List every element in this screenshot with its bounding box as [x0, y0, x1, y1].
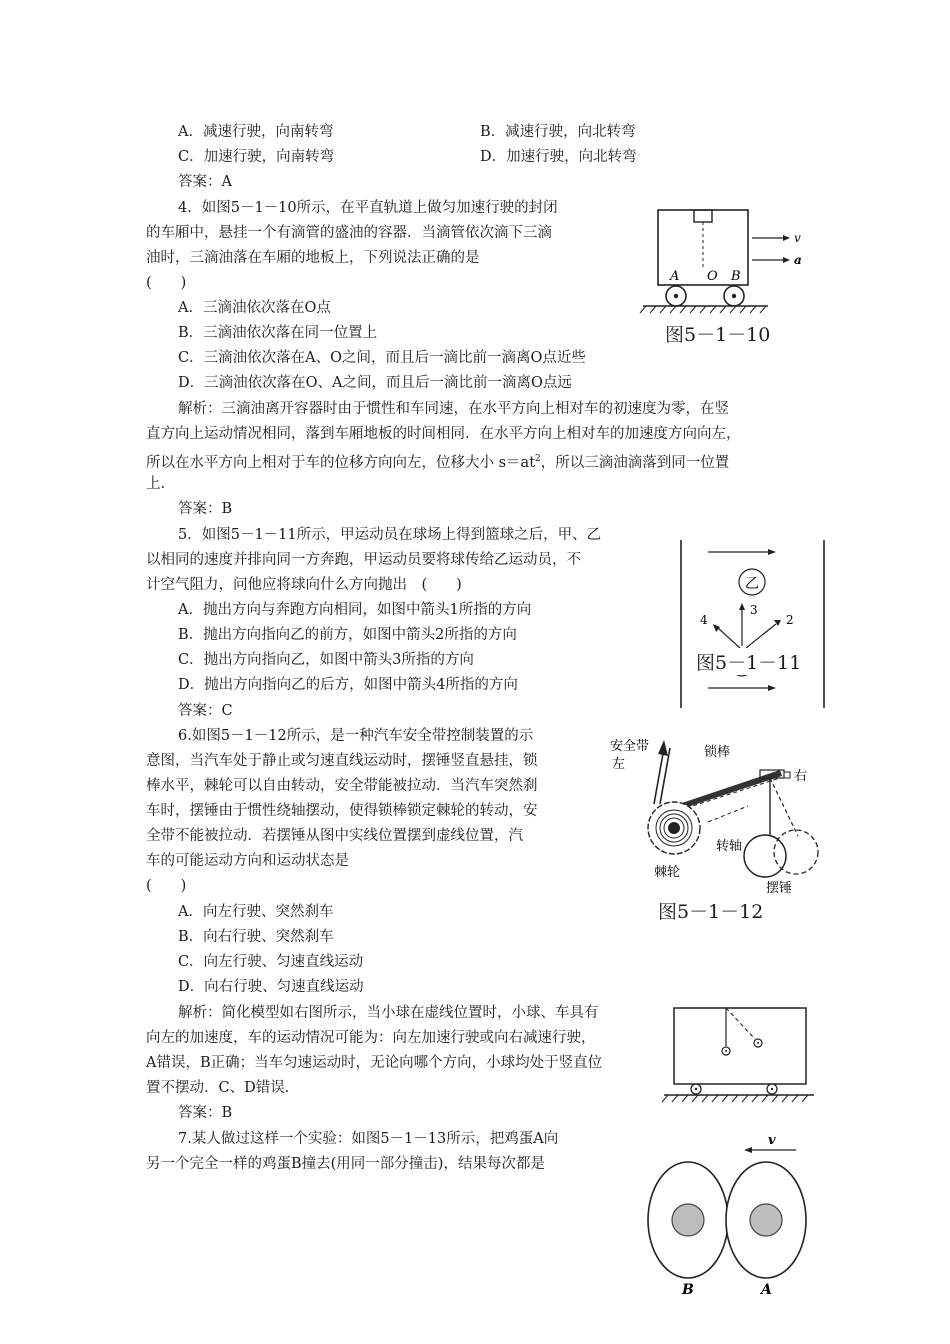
q6-paren: ( ) — [146, 878, 187, 894]
q5-option-c: C．抛出方向指向乙，如图中箭头3所指的方向 — [178, 652, 474, 668]
figure-5-1-10-train-car — [628, 200, 808, 320]
figure-5-1-13-eggs — [640, 1130, 820, 1302]
q3-option-d: D．加速行驶，向北转弯 — [480, 149, 637, 165]
q4-solution-line3-a: 所以在水平方向上相对于车的位移方向向左，位移大小 s＝at — [146, 454, 536, 471]
velocity-arrowhead — [783, 235, 790, 241]
q5-option-b: B．抛出方向指向乙的前方，如图中箭头2所指的方向 — [178, 627, 517, 643]
model-ball-center — [725, 1050, 727, 1052]
q6-stem-line3: 棒水平，棘轮可以自由转动，安全带能被拉动．当汽车突然刹 — [146, 778, 538, 794]
label-egg-B: B — [682, 1282, 694, 1298]
figure-simplified-model — [658, 1006, 818, 1110]
track-hatching — [640, 306, 766, 313]
egg-B-yolk — [672, 1204, 704, 1236]
q6-solution-line3: A错误，B正确；当车匀速运动时，无论向哪个方向，小球均处于竖直位 — [146, 1055, 603, 1071]
q6-option-d: D．向右行驶、匀速直线运动 — [178, 979, 364, 995]
oil-container — [694, 210, 712, 222]
label-3: 3 — [750, 603, 758, 617]
top-run-arrowhead — [768, 549, 776, 555]
seatbelt-strap-2 — [660, 748, 670, 804]
q7-stem-line2: 另一个完全一样的鸡蛋B撞去(用同一部分撞击)，结果每次都是 — [146, 1156, 545, 1172]
arrow-3-head — [739, 603, 745, 610]
q4-solution-line2: 直方向上运动情况相同，落到车厢地板的时间相同．在水平方向上相对车的加速度方向向左， — [146, 426, 741, 442]
label-yi: 乙 — [745, 576, 759, 592]
q4-answer: 答案：B — [178, 501, 233, 517]
q6-solution-line1: 解析：简化模型如右图所示，当小球在虚线位置时，小球、车具有 — [178, 1005, 599, 1021]
q6-stem-line5: 全带不能被拉动．若摆锤从图中实线位置摆到虚线位置，汽 — [146, 828, 523, 844]
q4-option-c: C．三滴油依次落在A、O之间，而且后一滴比前一滴离O点近些 — [178, 350, 586, 366]
q3-answer: 答案：A — [178, 174, 232, 190]
model-ball-dashed-center — [757, 1042, 759, 1044]
label-O: O — [707, 269, 718, 284]
label-left: 左 — [612, 757, 626, 772]
q6-solution-line4: 置不摆动．C、D错误． — [146, 1080, 300, 1096]
q3-option-a: A．减速行驶，向南转弯 — [178, 124, 334, 140]
model-ground-hatching — [662, 1095, 808, 1102]
egg-velocity-arrowhead — [744, 1147, 752, 1153]
right-pin — [784, 772, 790, 778]
label-seatbelt: 安全带 — [610, 739, 650, 754]
q4-stem-line3: 油时，三滴油落在车厢的地板上，下列说法正确的是 — [146, 250, 480, 266]
q4-solution-line1: 解析：三滴油离开容器时由于惯性和车同速，在水平方向上相对车的初速度为零，在竖 — [178, 401, 729, 417]
q4-option-b: B．三滴油依次落在同一位置上 — [178, 325, 378, 341]
q6-stem-line4: 车时，摆锤由于惯性绕轴摆动，使得锁棒锁定棘轮的转动，安 — [146, 803, 538, 819]
wheel-right-hub — [732, 294, 736, 298]
q6-stem-line6: 车的可能运动方向和运动状态是 — [146, 853, 349, 869]
arrow-4 — [718, 628, 740, 648]
q4-option-d: D．三滴油依次落在O、A之间，而且后一滴比前一滴离O点远 — [178, 375, 572, 391]
ratchet-hub — [668, 822, 680, 834]
lock-rod-dashed — [680, 778, 780, 810]
label-4: 4 — [700, 613, 708, 627]
q6-option-a: A．向左行驶、突然刹车 — [178, 904, 334, 920]
q5-stem-line1: 5．如图5－1－11所示，甲运动员在球场上得到篮球之后，甲、乙 — [178, 527, 602, 543]
label-egg-A: A — [761, 1282, 772, 1298]
acceleration-arrowhead — [783, 257, 790, 263]
label-B: B — [731, 269, 741, 284]
figure-5-1-11-caption: 图5－1－11 — [694, 648, 803, 675]
pendulum-bob — [744, 835, 786, 877]
q5-option-a: A．抛出方向与奔跑方向相同，如图中箭头1所指的方向 — [178, 602, 532, 618]
q4-stem-line1: 4．如图5－1－10所示，在平直轨道上做匀加速行驶的封闭 — [178, 200, 558, 216]
link-dashed — [708, 806, 748, 822]
q5-option-d: D．抛出方向指向乙的后方，如图中箭头4所指的方向 — [178, 677, 518, 693]
q4-solution-line4: 上． — [146, 476, 175, 492]
q6-answer: 答案：B — [178, 1105, 233, 1121]
q4-option-a: A．三滴油依次落在O点 — [178, 300, 331, 316]
model-string-dashed — [726, 1008, 755, 1039]
figure-5-1-11-basketball-court — [680, 538, 825, 710]
egg-A-yolk — [750, 1204, 782, 1236]
seatbelt-arrowhead — [658, 740, 668, 756]
label-lock-rod: 锁棒 — [704, 745, 731, 760]
q4-solution-line3: 所以在水平方向上相对于车的位移方向向左，位移大小 $s=at^2$，所以三滴油滴落到同一位置 — [146, 454, 730, 471]
wheel-left-hub — [674, 294, 678, 298]
model-wheel-right-hub — [771, 1088, 773, 1090]
label-right: 右 — [794, 769, 808, 784]
label-v: v — [794, 231, 801, 245]
q6-stem-line2: 意图，当汽车处于静止或匀速直线运动时，摆锤竖直悬挂，锁 — [146, 753, 538, 769]
q4-solution-line3-b: ，所以三滴油滴落到同一位置 — [540, 454, 730, 471]
figure-5-1-12-caption: 图5－1－12 — [658, 901, 764, 923]
q5-stem-line3: 计空气阻力，问他应将球向什么方向抛出 ( ) — [146, 577, 462, 593]
model-car-body — [674, 1008, 806, 1084]
q4-stem-line2: 的车厢中，悬挂一个有滴管的盛油的容器．当滴管依次滴下三滴 — [146, 225, 552, 241]
label-ratchet: 棘轮 — [654, 865, 681, 880]
q3-option-c: C．加速行驶，向南转弯 — [178, 149, 335, 165]
arrow-2 — [746, 624, 776, 648]
q5-stem-line2: 以相同的速度并排向同一方奔跑，甲运动员要将球传给乙运动员，不 — [146, 552, 581, 568]
seatbelt-strap — [654, 748, 664, 804]
pendulum-rod-dashed — [770, 778, 798, 836]
figure-5-1-12-seatbelt-device — [608, 732, 823, 900]
label-2: 2 — [786, 613, 794, 627]
q7-stem-line1: 7.某人做过这样一个实验：如图5－1－13所示，把鸡蛋A向 — [178, 1131, 559, 1147]
model-wheel-left-hub — [695, 1088, 697, 1090]
q3-option-b: B．减速行驶，向北转弯 — [480, 124, 636, 140]
label-a: a — [794, 253, 802, 267]
q6-option-b: B．向右行驶、突然刹车 — [178, 929, 334, 945]
arrow-4-head — [713, 624, 720, 632]
figure-5-1-10-caption: 图5－1－10 — [665, 324, 771, 346]
label-axis: 转轴 — [716, 839, 743, 854]
q6-solution-line2: 向左的加速度，车的运动情况可能为：向左加速行驶或向右减速行驶， — [146, 1030, 596, 1046]
q4-paren: ( ) — [146, 275, 187, 291]
q5-answer: 答案：C — [178, 703, 233, 719]
bottom-run-arrowhead — [768, 685, 776, 691]
q6-stem-line1: 6.如图5－1－12所示，是一种汽车安全带控制装置的示 — [178, 728, 534, 744]
label-A: A — [670, 269, 680, 284]
label-pendulum: 摆锤 — [766, 881, 793, 896]
q6-option-c: C．向左行驶、匀速直线运动 — [178, 954, 364, 970]
label-egg-v: v — [768, 1133, 776, 1148]
